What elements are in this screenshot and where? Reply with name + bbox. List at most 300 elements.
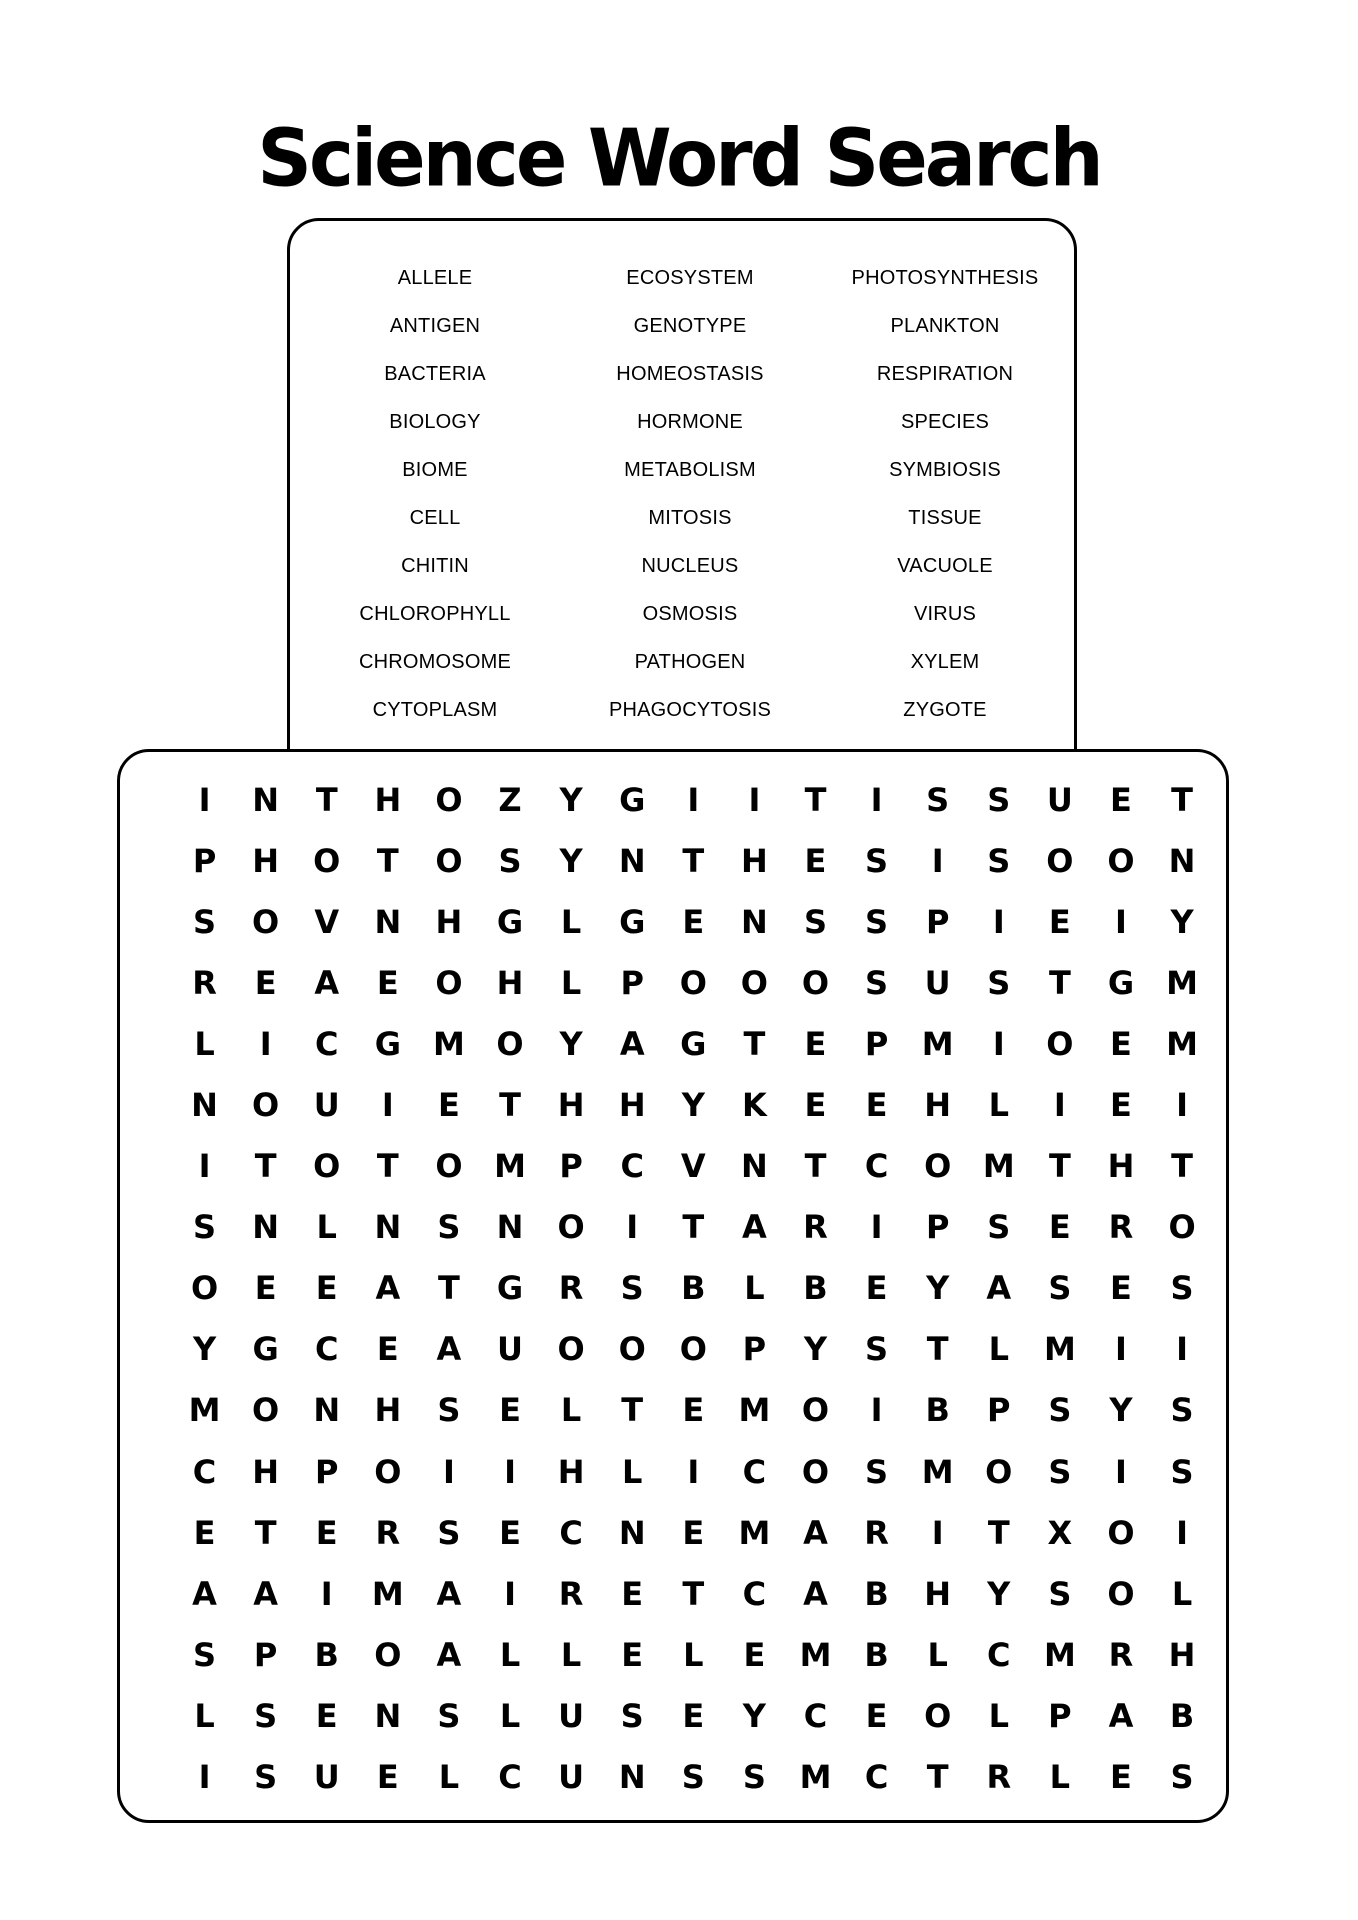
grid-letter[interactable]: Y <box>681 1086 705 1125</box>
grid-letter[interactable]: L <box>499 1635 521 1674</box>
grid-letter[interactable]: Z <box>498 780 522 819</box>
grid-letter[interactable]: M <box>1043 1635 1076 1674</box>
grid-letter[interactable]: L <box>988 1696 1009 1735</box>
grid-letter[interactable]: M <box>188 1391 221 1430</box>
grid-letter[interactable]: I <box>442 1452 455 1491</box>
grid-letter[interactable]: H <box>374 1391 402 1430</box>
grid-letter[interactable]: O <box>557 1208 585 1247</box>
grid-letter[interactable]: E <box>376 1758 399 1797</box>
grid-letter[interactable]: Y <box>559 841 583 880</box>
grid-letter[interactable]: I <box>1115 1452 1127 1491</box>
letter-grid-box <box>117 749 1229 1823</box>
grid-letter[interactable]: S <box>193 1635 217 1674</box>
grid-letter[interactable]: U <box>1046 780 1073 819</box>
grid-letter[interactable]: I <box>931 1513 944 1552</box>
grid-letter[interactable]: N <box>618 1513 646 1552</box>
grid-letter[interactable]: I <box>1176 1086 1188 1125</box>
grid-letter[interactable]: L <box>194 1024 215 1063</box>
grid-letter[interactable]: B <box>925 1391 950 1430</box>
grid-letter[interactable]: H <box>924 1086 952 1125</box>
grid-letter[interactable]: I <box>992 902 1005 941</box>
grid-letter[interactable]: H <box>1107 1147 1135 1186</box>
grid-letter[interactable]: Y <box>803 1330 828 1369</box>
grid-letter[interactable]: B <box>314 1635 339 1674</box>
grid-letter[interactable]: A <box>436 1574 462 1613</box>
grid-letter[interactable]: S <box>498 841 522 880</box>
grid-letter[interactable]: E <box>254 1269 277 1308</box>
grid-letter[interactable]: S <box>1170 1269 1194 1308</box>
grid-letter[interactable]: A <box>803 1513 828 1552</box>
grid-letter[interactable]: M <box>1166 1024 1198 1063</box>
grid-letter[interactable]: N <box>191 1086 218 1125</box>
grid-letter[interactable]: I <box>259 1024 272 1063</box>
grid-letter[interactable]: T <box>926 1330 949 1369</box>
grid-letter[interactable]: B <box>864 1635 889 1674</box>
grid-letter[interactable]: O <box>679 963 707 1002</box>
grid-letter[interactable]: E <box>315 1513 338 1552</box>
grid-letter[interactable]: S <box>681 1758 705 1797</box>
grid-letter[interactable]: E <box>804 1024 827 1063</box>
grid-letter[interactable]: M <box>738 1391 771 1430</box>
grid-letter[interactable]: P <box>253 1635 278 1674</box>
grid-letter[interactable]: S <box>865 841 889 880</box>
grid-letter[interactable]: T <box>1171 1147 1193 1186</box>
grid-letter[interactable]: G <box>252 1330 279 1369</box>
grid-letter[interactable]: L <box>560 902 582 941</box>
grid-letter[interactable]: Y <box>742 1696 766 1735</box>
grid-letter[interactable]: A <box>253 1574 279 1613</box>
grid-letter[interactable]: O <box>924 1147 952 1186</box>
grid-letter[interactable]: O <box>435 1147 463 1186</box>
grid-letter[interactable]: E <box>865 1086 888 1125</box>
grid-letter[interactable]: A <box>436 1330 462 1369</box>
grid-letter[interactable]: Y <box>987 1574 1011 1613</box>
grid-letter[interactable]: R <box>1108 1208 1134 1247</box>
grid-letter[interactable]: E <box>1110 1269 1132 1308</box>
grid-letter[interactable]: L <box>744 1269 765 1308</box>
grid-letter[interactable]: O <box>801 1452 830 1491</box>
grid-letter[interactable]: M <box>921 1024 954 1063</box>
grid-letter[interactable]: I <box>870 1391 883 1430</box>
word-list-item: PHAGOCYTOSIS <box>608 699 772 721</box>
grid-letter[interactable]: N <box>618 1758 646 1797</box>
grid-letter[interactable]: S <box>437 1391 461 1430</box>
grid-letter[interactable]: O <box>190 1269 219 1308</box>
grid-letter[interactable]: M <box>921 1452 954 1491</box>
grid-letter[interactable]: H <box>252 1452 280 1491</box>
grid-letter[interactable]: S <box>1048 1391 1072 1430</box>
grid-letter[interactable]: E <box>804 841 827 880</box>
grid-letter[interactable]: C <box>742 1452 767 1491</box>
grid-letter[interactable]: E <box>437 1086 460 1125</box>
grid-letter[interactable]: A <box>803 1574 828 1613</box>
grid-letter[interactable]: M <box>1166 963 1198 1002</box>
grid-letter[interactable]: L <box>1171 1574 1193 1613</box>
grid-letter[interactable]: E <box>376 1330 399 1369</box>
grid-letter[interactable]: I <box>1115 902 1127 941</box>
grid-letter[interactable]: L <box>988 1086 1009 1125</box>
grid-letter[interactable]: S <box>1170 1452 1194 1491</box>
grid-letter[interactable]: N <box>741 902 768 941</box>
grid-letter[interactable]: N <box>313 1391 341 1430</box>
grid-letter[interactable]: A <box>619 1024 645 1063</box>
word-list-item: CHROMOSOME <box>359 651 511 673</box>
grid-letter[interactable]: U <box>558 1696 585 1735</box>
grid-letter[interactable]: I <box>198 780 211 819</box>
grid-letter[interactable]: P <box>315 1452 339 1491</box>
grid-letter[interactable]: N <box>252 780 280 819</box>
grid-letter[interactable]: S <box>1048 1269 1072 1308</box>
grid-letter[interactable]: I <box>870 1208 883 1247</box>
grid-letter[interactable]: B <box>864 1574 889 1613</box>
grid-letter[interactable]: P <box>192 841 217 880</box>
grid-letter[interactable]: P <box>925 1208 950 1247</box>
grid-letter[interactable]: S <box>620 1269 644 1308</box>
grid-letter[interactable]: S <box>193 1208 217 1247</box>
grid-letter[interactable]: H <box>924 1574 952 1613</box>
grid-letter[interactable]: T <box>254 1147 277 1186</box>
grid-letter[interactable]: U <box>313 1086 340 1125</box>
grid-letter[interactable]: N <box>374 902 402 941</box>
grid-letter[interactable]: H <box>435 902 463 941</box>
grid-letter[interactable]: T <box>743 1024 766 1063</box>
grid-letter[interactable]: T <box>438 1269 460 1308</box>
grid-letter[interactable]: A <box>192 1574 217 1613</box>
grid-letter[interactable]: I <box>320 1574 333 1613</box>
grid-letter[interactable]: S <box>1170 1758 1194 1797</box>
grid-letter[interactable]: O <box>1046 841 1074 880</box>
grid-letter[interactable]: O <box>618 1330 646 1369</box>
grid-letter[interactable]: C <box>314 1024 339 1063</box>
word-list-item: MITOSIS <box>648 507 732 529</box>
grid-letter[interactable]: O <box>496 1024 524 1063</box>
word-list-item: BIOLOGY <box>389 411 481 433</box>
grid-letter[interactable]: P <box>620 963 644 1002</box>
grid-letter[interactable]: E <box>499 1391 521 1430</box>
grid-letter[interactable]: O <box>435 841 463 880</box>
grid-letter[interactable]: S <box>865 963 889 1002</box>
grid-letter[interactable]: E <box>682 1696 705 1735</box>
grid-letter[interactable]: R <box>558 1269 584 1308</box>
grid-letter[interactable]: E <box>865 1696 888 1735</box>
grid-letter[interactable]: L <box>560 963 582 1002</box>
grid-letter[interactable]: H <box>374 780 402 819</box>
grid-letter[interactable]: S <box>254 1696 278 1735</box>
grid-letter[interactable]: U <box>497 1330 523 1369</box>
grid-letter[interactable]: R <box>375 1513 401 1552</box>
grid-letter[interactable]: I <box>504 1574 516 1613</box>
grid-letter[interactable]: C <box>742 1574 767 1613</box>
grid-letter[interactable]: Y <box>1109 1391 1133 1430</box>
grid-letter[interactable]: I <box>1115 1330 1127 1369</box>
grid-letter[interactable]: T <box>315 780 338 819</box>
grid-letter[interactable]: A <box>986 1269 1012 1308</box>
grid-letter[interactable]: M <box>799 1635 832 1674</box>
grid-letter[interactable]: O <box>313 841 341 880</box>
grid-letter[interactable]: T <box>804 780 827 819</box>
grid-letter[interactable]: S <box>437 1696 461 1735</box>
grid-letter[interactable]: I <box>931 841 944 880</box>
word-list-item: BIOME <box>402 459 468 481</box>
grid-letter[interactable]: O <box>435 963 463 1002</box>
grid-letter[interactable]: C <box>803 1696 828 1735</box>
grid-letter[interactable]: I <box>1053 1086 1066 1125</box>
grid-letter[interactable]: O <box>557 1330 585 1369</box>
grid-letter[interactable]: G <box>680 1024 707 1063</box>
grid-letter[interactable]: B <box>1169 1696 1195 1735</box>
grid-letter[interactable]: Y <box>926 1269 950 1308</box>
grid-letter[interactable]: P <box>864 1024 889 1063</box>
grid-letter[interactable]: O <box>1046 1024 1074 1063</box>
grid-letter[interactable]: H <box>741 841 768 880</box>
grid-letter[interactable]: R <box>192 963 217 1002</box>
grid-letter[interactable]: L <box>194 1696 215 1735</box>
grid-letter[interactable]: E <box>804 1086 827 1125</box>
grid-letter[interactable]: M <box>433 1024 465 1063</box>
grid-letter[interactable]: S <box>987 780 1011 819</box>
grid-letter[interactable]: T <box>987 1513 1010 1552</box>
grid-letter[interactable]: I <box>992 1024 1005 1063</box>
word-list-item: ALLELE <box>397 267 473 289</box>
grid-letter[interactable]: S <box>865 902 889 941</box>
grid-letter[interactable]: T <box>682 1574 705 1613</box>
grid-letter[interactable]: E <box>743 1635 766 1674</box>
grid-letter[interactable]: C <box>559 1513 583 1552</box>
grid-letter[interactable]: S <box>1048 1452 1072 1491</box>
grid-letter[interactable]: N <box>374 1696 402 1735</box>
grid-letter[interactable]: E <box>254 963 277 1002</box>
grid-letter[interactable]: S <box>1170 1391 1194 1430</box>
grid-letter[interactable]: S <box>987 841 1011 880</box>
grid-letter[interactable]: T <box>1171 780 1193 819</box>
grid-letter[interactable]: L <box>316 1208 337 1247</box>
grid-letter[interactable]: R <box>986 1758 1012 1797</box>
grid-letter[interactable]: S <box>987 1208 1011 1247</box>
grid-letter[interactable]: E <box>865 1269 888 1308</box>
grid-letter[interactable]: E <box>1048 1208 1071 1247</box>
grid-letter[interactable]: I <box>504 1452 516 1491</box>
grid-letter[interactable]: T <box>926 1758 949 1797</box>
grid-letter[interactable]: M <box>738 1513 771 1552</box>
grid-letter[interactable]: O <box>252 902 280 941</box>
grid-letter[interactable]: C <box>987 1635 1011 1674</box>
grid-letter[interactable]: B <box>681 1269 706 1308</box>
grid-letter[interactable]: S <box>1048 1574 1072 1613</box>
grid-letter[interactable]: O <box>1107 1513 1135 1552</box>
grid-letter[interactable]: M <box>494 1147 526 1186</box>
grid-letter[interactable]: A <box>1108 1696 1134 1735</box>
grid-letter[interactable]: O <box>313 1147 341 1186</box>
grid-letter[interactable]: X <box>1047 1513 1073 1552</box>
grid-letter[interactable]: T <box>1048 1147 1071 1186</box>
word-list-box <box>287 218 1077 818</box>
grid-letter[interactable]: L <box>438 1758 460 1797</box>
grid-letter[interactable]: H <box>557 1452 585 1491</box>
grid-letter[interactable]: L <box>683 1635 704 1674</box>
grid-letter[interactable]: R <box>864 1513 889 1552</box>
grid-letter[interactable]: T <box>254 1513 277 1552</box>
grid-letter[interactable]: R <box>558 1574 584 1613</box>
grid-letter[interactable]: V <box>680 1147 706 1186</box>
grid-letter[interactable]: H <box>1168 1635 1196 1674</box>
grid-letter[interactable]: N <box>496 1208 524 1247</box>
grid-letter[interactable]: P <box>987 1391 1011 1430</box>
grid-letter[interactable]: O <box>1107 1574 1135 1613</box>
grid-letter[interactable]: H <box>252 841 280 880</box>
grid-letter[interactable]: S <box>437 1513 461 1552</box>
grid-letter[interactable]: I <box>198 1758 211 1797</box>
grid-letter[interactable]: S <box>742 1758 766 1797</box>
grid-letter[interactable]: T <box>621 1391 644 1430</box>
grid-letter[interactable]: L <box>560 1635 582 1674</box>
grid-letter[interactable]: E <box>193 1513 216 1552</box>
grid-letter[interactable]: R <box>1108 1635 1134 1674</box>
grid-letter[interactable]: N <box>618 841 646 880</box>
grid-letter[interactable]: S <box>926 780 950 819</box>
grid-letter[interactable]: O <box>1107 841 1135 880</box>
grid-letter[interactable]: L <box>499 1696 521 1735</box>
grid-letter[interactable]: O <box>252 1086 280 1125</box>
grid-letter[interactable]: A <box>436 1635 462 1674</box>
grid-letter[interactable]: M <box>1043 1330 1076 1369</box>
grid-letter[interactable]: O <box>374 1635 402 1674</box>
grid-letter[interactable]: O <box>252 1391 280 1430</box>
grid-letter[interactable]: R <box>803 1208 828 1247</box>
grid-letter[interactable]: I <box>1176 1330 1188 1369</box>
grid-letter[interactable]: T <box>682 1208 705 1247</box>
grid-letter[interactable]: I <box>870 780 883 819</box>
grid-letter[interactable]: C <box>314 1330 339 1369</box>
word-list-item: METABOLISM <box>624 459 756 481</box>
grid-letter[interactable]: T <box>682 841 705 880</box>
grid-letter[interactable]: G <box>496 1269 524 1308</box>
grid-letter[interactable]: E <box>682 1513 705 1552</box>
grid-letter[interactable]: Y <box>559 780 583 819</box>
grid-letter[interactable]: U <box>924 963 951 1002</box>
grid-letter[interactable]: N <box>1168 841 1196 880</box>
grid-letter[interactable]: T <box>499 1086 521 1125</box>
grid-letter[interactable]: N <box>374 1208 402 1247</box>
grid-letter[interactable]: C <box>864 1147 889 1186</box>
grid-letter[interactable]: A <box>314 963 340 1002</box>
grid-letter[interactable]: E <box>315 1696 338 1735</box>
grid-letter[interactable]: S <box>865 1330 889 1369</box>
grid-letter[interactable]: O <box>374 1452 402 1491</box>
grid-letter[interactable]: T <box>376 1147 399 1186</box>
grid-letter[interactable]: O <box>1168 1208 1196 1247</box>
grid-letter[interactable]: M <box>799 1758 832 1797</box>
grid-letter[interactable]: P <box>1048 1696 1072 1735</box>
grid-letter[interactable]: E <box>1110 1024 1132 1063</box>
grid-letter[interactable]: L <box>622 1452 643 1491</box>
grid-letter[interactable]: U <box>558 1758 585 1797</box>
grid-letter[interactable]: O <box>740 963 768 1002</box>
grid-letter[interactable]: M <box>982 1147 1015 1186</box>
grid-letter[interactable]: A <box>742 1208 767 1247</box>
grid-letter[interactable]: S <box>254 1758 278 1797</box>
grid-letter[interactable]: V <box>314 902 340 941</box>
grid-letter[interactable]: S <box>193 902 217 941</box>
grid-letter[interactable]: C <box>192 1452 217 1491</box>
grid-letter[interactable]: C <box>864 1758 889 1797</box>
grid-letter[interactable]: O <box>801 1391 830 1430</box>
grid-letter[interactable]: E <box>682 902 705 941</box>
grid-letter[interactable]: I <box>198 1147 211 1186</box>
grid-letter[interactable]: G <box>619 780 646 819</box>
grid-letter[interactable]: G <box>619 902 646 941</box>
grid-letter[interactable]: H <box>557 1086 585 1125</box>
grid-letter[interactable]: E <box>621 1635 644 1674</box>
word-list-item: PHOTOSYNTHESIS <box>851 267 1039 289</box>
grid-letter[interactable]: O <box>679 1330 707 1369</box>
grid-letter[interactable]: P <box>559 1147 583 1186</box>
grid-letter[interactable]: S <box>987 963 1011 1002</box>
grid-letter[interactable]: E <box>315 1269 338 1308</box>
grid-letter[interactable]: S <box>437 1208 461 1247</box>
grid-letter[interactable]: I <box>1176 1513 1188 1552</box>
grid-letter[interactable]: I <box>687 1452 700 1491</box>
grid-letter[interactable]: O <box>985 1452 1013 1491</box>
grid-letter[interactable]: M <box>371 1574 404 1613</box>
grid-letter[interactable]: B <box>803 1269 828 1308</box>
grid-letter[interactable]: E <box>621 1574 644 1613</box>
grid-letter[interactable]: G <box>1107 963 1135 1002</box>
grid-letter[interactable]: O <box>924 1696 952 1735</box>
grid-letter[interactable]: N <box>741 1147 768 1186</box>
grid-letter[interactable]: Y <box>192 1330 217 1369</box>
grid-letter[interactable]: G <box>374 1024 401 1063</box>
grid-letter[interactable]: A <box>375 1269 401 1308</box>
grid-letter[interactable]: E <box>1110 1086 1132 1125</box>
grid-letter[interactable]: S <box>865 1452 889 1491</box>
grid-letter[interactable]: H <box>496 963 524 1002</box>
grid-letter[interactable]: H <box>618 1086 646 1125</box>
grid-letter[interactable]: I <box>626 1208 639 1247</box>
grid-letter[interactable]: I <box>748 780 761 819</box>
grid-letter[interactable]: S <box>803 902 827 941</box>
grid-letter[interactable]: C <box>498 1758 522 1797</box>
grid-letter[interactable]: E <box>1110 1758 1132 1797</box>
grid-letter[interactable]: E <box>1048 902 1071 941</box>
grid-letter[interactable]: I <box>687 780 700 819</box>
grid-letter[interactable]: E <box>682 1391 705 1430</box>
grid-letter[interactable]: E <box>499 1513 521 1552</box>
grid-letter[interactable]: P <box>742 1330 767 1369</box>
grid-letter[interactable]: G <box>496 902 524 941</box>
grid-letter[interactable]: Y <box>559 1024 583 1063</box>
grid-letter[interactable]: L <box>560 1391 582 1430</box>
grid-letter[interactable]: L <box>927 1635 948 1674</box>
grid-letter[interactable]: Y <box>1170 902 1194 941</box>
grid-letter[interactable]: S <box>620 1696 644 1735</box>
grid-letter[interactable]: L <box>1049 1758 1071 1797</box>
grid-letter[interactable]: T <box>1048 963 1071 1002</box>
grid-letter[interactable]: C <box>620 1147 644 1186</box>
grid-letter[interactable]: O <box>801 963 830 1002</box>
grid-letter[interactable]: P <box>925 902 950 941</box>
grid-letter[interactable]: L <box>988 1330 1009 1369</box>
grid-letter[interactable]: I <box>381 1086 394 1125</box>
grid-letter[interactable]: O <box>435 780 463 819</box>
grid-letter[interactable]: T <box>376 841 399 880</box>
word-list-item: CHITIN <box>401 555 469 577</box>
grid-letter[interactable]: T <box>804 1147 827 1186</box>
grid-letter[interactable]: E <box>376 963 399 1002</box>
grid-letter[interactable]: E <box>1110 780 1132 819</box>
grid-letter[interactable]: N <box>252 1208 280 1247</box>
grid-letter[interactable]: K <box>741 1086 767 1125</box>
grid-letter[interactable]: U <box>313 1758 340 1797</box>
